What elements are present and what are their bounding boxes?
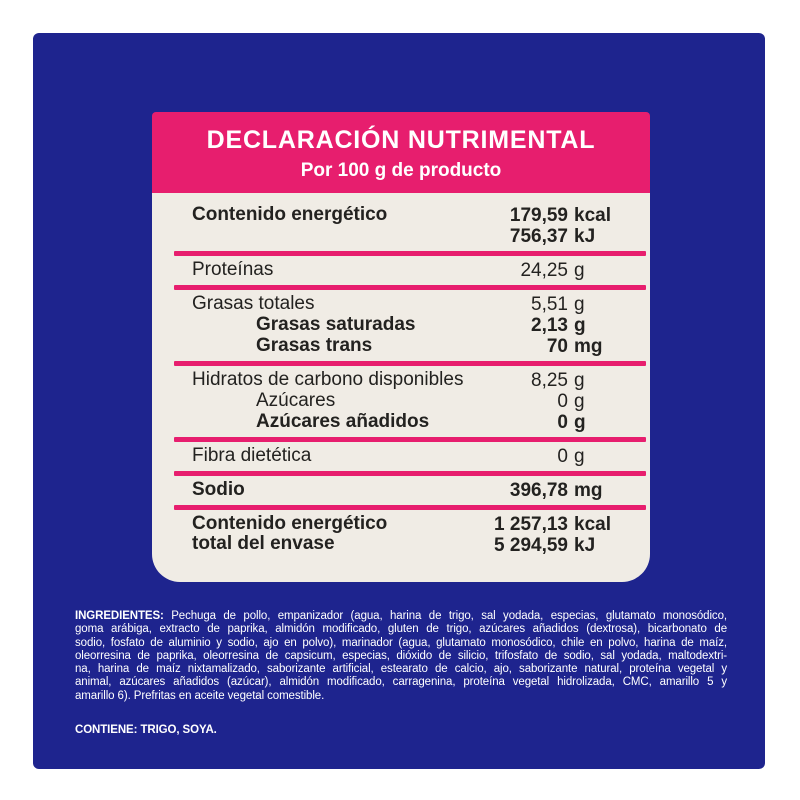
value-number: 70 — [546, 336, 568, 357]
nutrient-label: Grasas totales — [192, 293, 315, 314]
nutrient-row-carbohydrates — [192, 370, 622, 391]
nutrient-label: Fibra dietética — [192, 445, 312, 466]
nutrient-label: Azúcares — [256, 390, 336, 411]
nutrient-label: Azúcares añadidos — [256, 411, 430, 432]
ingredients-line: goma arábiga, extracto de paprika, almidón modificado, gluten de trigo, azúcares añadidos (dextrosa), bicarbonato de — [75, 623, 727, 636]
value-unit: kJ — [574, 226, 596, 247]
value-number: 396,78 — [509, 480, 568, 501]
ingredients-line — [75, 610, 727, 623]
nutrient-row-sodium — [192, 480, 622, 501]
value-number: 8,25 — [531, 370, 568, 391]
divider — [174, 437, 646, 442]
nutrition-title: DECLARACIÓN NUTRIMENTAL — [206, 126, 596, 154]
nutrient-label: Hidratos de carbono disponibles — [192, 369, 464, 390]
value-unit: kJ — [574, 535, 596, 556]
nutrient-label-line: Contenido energético — [192, 513, 388, 534]
value-number: 1 257,13 — [494, 514, 568, 535]
nutrient-row-energy — [192, 205, 622, 247]
nutrition-facts-card — [152, 112, 650, 582]
nutrient-row-sugars — [192, 391, 622, 412]
nutrient-label: Grasas trans — [256, 335, 373, 356]
divider — [174, 361, 646, 366]
value-number: 0 — [557, 446, 568, 467]
value-unit: g — [574, 370, 585, 391]
divider — [174, 285, 646, 290]
nutrient-values — [486, 514, 622, 556]
nutrient-row-total-fat — [192, 294, 622, 315]
nutrient-row-total-energy — [192, 514, 622, 556]
value-number: 0 — [557, 391, 568, 412]
nutrient-label: Contenido energético — [192, 204, 388, 225]
value-unit: g — [574, 315, 586, 336]
value-unit: mg — [574, 480, 603, 501]
value-number: 179,59 — [509, 205, 568, 226]
value-number: 0 — [557, 412, 568, 433]
nutrient-row-added-sugars — [192, 412, 622, 433]
nutrition-table — [152, 193, 650, 582]
nutrient-label: Grasas saturadas — [256, 314, 416, 335]
value-number: 24,25 — [520, 260, 568, 281]
value-unit: g — [574, 446, 585, 467]
value-unit: g — [574, 412, 586, 433]
nutrition-card-header — [152, 112, 650, 193]
value-number: 2,13 — [531, 315, 568, 336]
nutrient-label-line: total del envase — [192, 533, 335, 554]
serving-subtitle: Por 100 g de producto — [300, 160, 502, 181]
value-number: 5,51 — [531, 294, 568, 315]
divider — [174, 471, 646, 476]
value-unit: g — [574, 294, 585, 315]
value-unit: kcal — [574, 205, 611, 226]
package-blue-panel — [33, 33, 765, 769]
nutrient-label: Sodio — [192, 479, 245, 500]
nutrient-row-trans-fat — [192, 336, 622, 357]
nutrient-label — [192, 514, 387, 554]
nutrient-label: Proteínas — [192, 259, 274, 280]
ingredients-line: animal, azúcares añadidos (azúcar), almidón modificado, carragenina, proteína vegetal hidrolizada, CMC, amarillo 5 y — [75, 676, 727, 689]
allergen-statement: CONTIENE: TRIGO, SOYA. — [75, 724, 217, 737]
ingredients-line: amarillo 6). Prefritas en aceite vegetal comestible. — [75, 689, 325, 702]
ingredients-line: na, harina de maíz nixtamalizado, saborizante artificial, estearato de calcio, ajo, saborizante natural, proteína vegetal y — [75, 663, 727, 676]
value-unit: kcal — [574, 514, 611, 535]
value-unit: g — [574, 260, 585, 281]
ingredients-label: INGREDIENTES: — [75, 610, 164, 622]
ingredients-line: sodio, fosfato de aluminio y sodio, ajo en polvo), marinador (agua, glutamato monosódico, chile en polvo, harina de maíz, — [75, 636, 727, 649]
value-number: 756,37 — [509, 226, 568, 247]
ingredients-line: oleorresina de paprika, oleorresina de capsicum, especias, dióxido de silicio, trifosfato de sodio, sal yodada, maltodextri- — [75, 649, 727, 662]
divider — [174, 505, 646, 510]
nutrient-row-protein — [192, 260, 622, 281]
value-unit: g — [574, 391, 585, 412]
value-unit: mg — [574, 336, 603, 357]
nutrient-row-saturated-fat — [192, 315, 622, 336]
value-number: 5 294,59 — [494, 535, 568, 556]
divider — [174, 251, 646, 256]
nutrient-row-fiber — [192, 446, 622, 467]
nutrient-values — [486, 205, 622, 247]
ingredients-section — [75, 610, 727, 737]
ingredients-text: Pechuga de pollo, empanizador (agua, harina de trigo, sal yodada, especias, glutamato monosódico, — [171, 610, 727, 622]
